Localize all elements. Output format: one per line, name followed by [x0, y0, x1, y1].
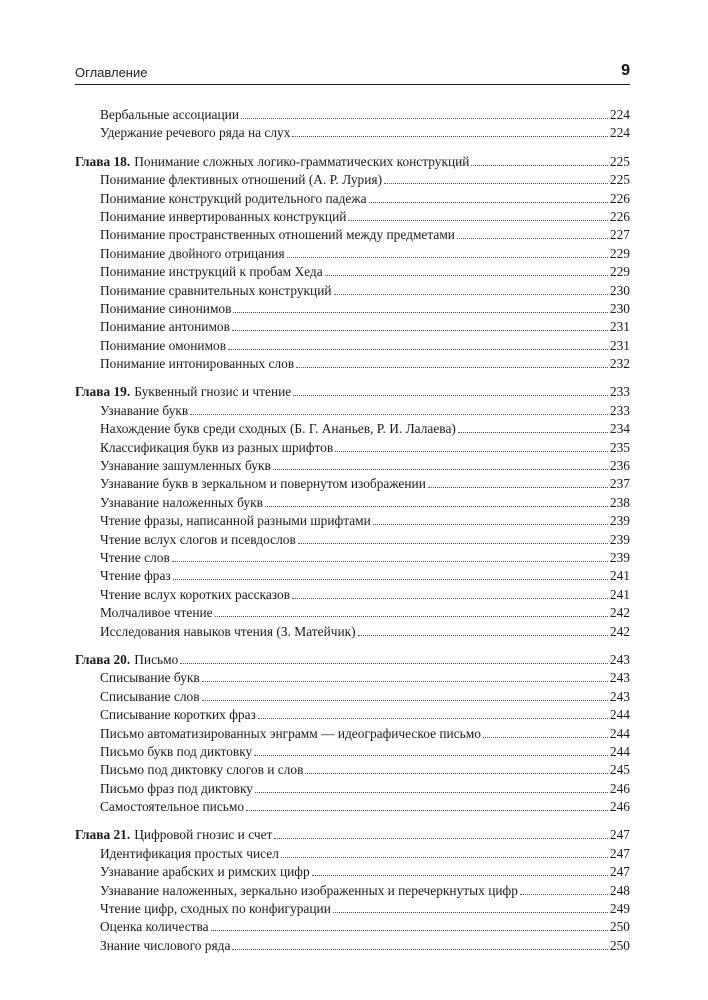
dot-leader: [305, 773, 608, 774]
entry-page: 244: [609, 707, 630, 723]
toc-entry: [75, 402, 630, 420]
entry-page: 236: [609, 458, 630, 474]
entry-page: 231: [609, 319, 630, 335]
entry-title: Понимание конструкций родительного падежа: [100, 190, 367, 206]
entry-title: Исследования навыков чтения (З. Матейчик): [100, 623, 356, 639]
toc-entry: [75, 420, 630, 438]
dot-leader: [312, 875, 608, 876]
entry-page: 239: [609, 549, 630, 565]
toc-entry: [75, 531, 630, 549]
entry-title: Письмо под диктовку слогов и слов: [100, 762, 304, 778]
chapter-page: 243: [609, 651, 630, 667]
entry-title: Понимание синонимов: [100, 300, 232, 316]
dot-leader: [428, 487, 608, 488]
toc-entry: [75, 725, 630, 743]
toc-entry: [75, 863, 630, 881]
dot-leader: [172, 561, 608, 562]
entry-page: 237: [609, 476, 630, 492]
toc-entry: [75, 439, 630, 457]
toc-entry: [75, 669, 630, 687]
entry-page: 250: [609, 919, 630, 935]
entry-title: Узнавание зашумленных букв: [100, 458, 271, 474]
dot-leader: [258, 718, 608, 719]
entry-title: Чтение цифр, сходных по конфигурации: [100, 901, 331, 917]
chapter-label: Глава 19.: [75, 384, 131, 400]
entry-page: 225: [609, 172, 630, 188]
entry-page: 245: [609, 762, 630, 778]
entry-page: 246: [609, 780, 630, 796]
entry-title: Письмо автоматизированных энграмм — идеографическое письмо: [100, 725, 481, 741]
toc-entry: [75, 226, 630, 244]
toc-entry: [75, 918, 630, 936]
table-of-contents: [75, 106, 630, 965]
toc-entry: [75, 882, 630, 900]
toc-entry: [75, 300, 630, 318]
entry-title: Самостоятельное письмо: [100, 799, 245, 815]
dot-leader: [293, 395, 608, 396]
entry-title: Понимание двойного отрицания: [100, 245, 285, 261]
chapter-row: [75, 153, 630, 171]
dot-leader: [281, 857, 608, 858]
entry-title: Чтение фраз: [100, 568, 171, 584]
toc-entry: [75, 318, 630, 336]
toc-entry: [75, 900, 630, 918]
dot-leader: [274, 838, 608, 839]
dot-leader: [334, 294, 608, 295]
chapter-title: Буквенный гнозис и чтение: [134, 384, 292, 400]
toc-entry: [75, 688, 630, 706]
entry-title: Понимание интонированных слов: [100, 356, 295, 372]
toc-entry: [75, 171, 630, 189]
entry-page: 247: [609, 864, 630, 880]
entry-page: 231: [609, 337, 630, 353]
entry-title: Понимание инструкций к пробам Хеда: [100, 264, 323, 280]
dot-leader: [292, 598, 608, 599]
dot-leader: [202, 681, 608, 682]
toc-group: [75, 153, 630, 374]
entry-title: Чтение вслух слогов и псевдослов: [100, 531, 296, 547]
dot-leader: [190, 414, 608, 415]
chapter-title: Письмо: [134, 651, 179, 667]
entry-page: 239: [609, 531, 630, 547]
entry-title: Вербальные ассоциации: [100, 107, 239, 122]
entry-page: 247: [609, 845, 630, 861]
entry-page: 243: [609, 670, 630, 686]
entry-title: Понимание флективных отношений (А. Р. Лурия): [100, 172, 383, 188]
entry-title: Идентификация простых чисел: [100, 845, 279, 861]
entry-title: Удержание речевого ряда на слух: [100, 125, 291, 141]
entry-title: Понимание сравнительных конструкций: [100, 282, 332, 298]
entry-title: Чтение фразы, написанной разными шрифтами: [100, 513, 371, 529]
dot-leader: [215, 616, 608, 617]
toc-entry: [75, 475, 630, 493]
chapter-label: Глава 21.: [75, 827, 131, 843]
toc-entry: [75, 845, 630, 863]
entry-page: 243: [609, 688, 630, 704]
running-header: [75, 62, 630, 85]
entry-title: Списывание коротких фраз: [100, 707, 256, 723]
entry-page: 238: [609, 494, 630, 510]
entry-title: Понимание инвертированных конструкций: [100, 208, 347, 224]
toc-entry: [75, 208, 630, 226]
dot-leader: [173, 579, 608, 580]
entry-page: 235: [609, 439, 630, 455]
dot-leader: [228, 349, 608, 350]
entry-title: Чтение вслух коротких рассказов: [100, 586, 291, 602]
entry-page: 239: [609, 513, 630, 529]
toc-entry: [75, 937, 630, 955]
entry-title: Нахождение букв среди сходных (Б. Г. Ананьев, Р. И. Лалаева): [100, 421, 456, 437]
entry-page: 242: [609, 623, 630, 639]
dot-leader: [287, 257, 608, 258]
toc-entry: [75, 549, 630, 567]
entry-title: Списывание букв: [100, 670, 200, 686]
entry-page: 241: [609, 568, 630, 584]
entry-title: Письмо фраз под диктовку: [100, 780, 254, 796]
toc-entry: [75, 263, 630, 281]
dot-leader: [458, 432, 608, 433]
toc-entry: [75, 355, 630, 373]
entry-page: 229: [609, 245, 630, 261]
dot-leader: [254, 755, 608, 756]
entry-page: 241: [609, 586, 630, 602]
page-number: 9: [621, 62, 630, 79]
chapter-page: 233: [609, 384, 630, 400]
entry-title: Классификация букв из разных шрифтов: [100, 439, 334, 455]
dot-leader: [373, 524, 608, 525]
toc-entry: [75, 586, 630, 604]
entry-title: Понимание пространственных отношений между предметами: [100, 227, 455, 243]
chapter-label: Глава 20.: [75, 651, 131, 667]
entry-page: 244: [609, 725, 630, 741]
chapter-row: [75, 651, 630, 669]
dot-leader: [180, 663, 608, 664]
entry-title: Узнавание наложенных букв: [100, 494, 263, 510]
entry-page: 230: [609, 282, 630, 298]
dot-leader: [292, 136, 607, 137]
dot-leader: [298, 543, 608, 544]
dot-leader: [348, 220, 607, 221]
entry-title: Письмо букв под диктовку: [100, 743, 253, 759]
dot-leader: [296, 367, 608, 368]
dot-leader: [483, 737, 608, 738]
dot-leader: [471, 165, 607, 166]
toc-entry: [75, 780, 630, 798]
entry-page: 224: [609, 107, 630, 122]
dot-leader: [325, 275, 608, 276]
dot-leader: [246, 810, 608, 811]
entry-page: 249: [609, 901, 630, 917]
dot-leader: [335, 451, 608, 452]
toc-entry: [75, 706, 630, 724]
entry-page: 246: [609, 799, 630, 815]
chapter-title: Понимание сложных логико-грамматических конструкций: [134, 153, 470, 169]
toc-group: [75, 826, 630, 955]
dot-leader: [457, 238, 608, 239]
dot-leader: [273, 469, 608, 470]
chapter-page: 247: [609, 827, 630, 843]
entry-title: Понимание омонимов: [100, 337, 227, 353]
toc-group: [75, 106, 630, 143]
toc-entry: [75, 604, 630, 622]
chapter-label: Глава 18.: [75, 153, 131, 169]
dot-leader: [265, 506, 608, 507]
entry-page: 226: [609, 208, 630, 224]
dot-leader: [211, 930, 608, 931]
header-title: Оглавление: [75, 65, 148, 80]
toc-entry: [75, 761, 630, 779]
toc-entry: [75, 798, 630, 816]
toc-entry: [75, 190, 630, 208]
dot-leader: [202, 700, 608, 701]
dot-leader: [241, 118, 608, 119]
toc-entry: [75, 282, 630, 300]
entry-page: 224: [609, 125, 630, 141]
entry-title: Узнавание арабских и римских цифр: [100, 864, 310, 880]
toc-group: [75, 383, 630, 640]
entry-title: Узнавание букв в зеркальном и повернутом изображении: [100, 476, 426, 492]
toc-group: [75, 651, 630, 817]
toc-entry: [75, 623, 630, 641]
chapter-row: [75, 383, 630, 401]
toc-entry: [75, 106, 630, 124]
entry-title: Чтение слов: [100, 549, 170, 565]
entry-page: 227: [609, 227, 630, 243]
entry-title: Узнавание наложенных, зеркально изображенных и перечеркнутых цифр: [100, 882, 518, 898]
dot-leader: [333, 912, 608, 913]
entry-page: 226: [609, 190, 630, 206]
entry-title: Узнавание букв: [100, 402, 189, 418]
entry-title: Списывание слов: [100, 688, 200, 704]
entry-title: Молчаливое чтение: [100, 605, 213, 621]
entry-title: Оценка количества: [100, 919, 209, 935]
toc-entry: [75, 494, 630, 512]
dot-leader: [358, 635, 608, 636]
dot-leader: [255, 792, 608, 793]
entry-title: Понимание антонимов: [100, 319, 230, 335]
entry-title: Знание числового ряда: [100, 937, 231, 953]
entry-page: 250: [609, 937, 630, 953]
entry-page: 229: [609, 264, 630, 280]
entry-page: 248: [609, 882, 630, 898]
toc-entry: [75, 512, 630, 530]
dot-leader: [520, 894, 608, 895]
entry-page: 234: [609, 421, 630, 437]
entry-page: 242: [609, 605, 630, 621]
toc-entry: [75, 124, 630, 142]
toc-entry: [75, 245, 630, 263]
entry-page: 232: [609, 356, 630, 372]
entry-page: 244: [609, 743, 630, 759]
toc-entry: [75, 337, 630, 355]
dot-leader: [233, 312, 607, 313]
chapter-row: [75, 826, 630, 844]
dot-leader: [232, 949, 608, 950]
toc-entry: [75, 567, 630, 585]
chapter-page: 225: [609, 153, 630, 169]
entry-page: 233: [609, 402, 630, 418]
dot-leader: [369, 202, 608, 203]
toc-entry: [75, 743, 630, 761]
toc-entry: [75, 457, 630, 475]
dot-leader: [232, 330, 608, 331]
entry-page: 230: [609, 300, 630, 316]
chapter-title: Цифровой гнозис и счет: [134, 827, 273, 843]
dot-leader: [384, 183, 608, 184]
